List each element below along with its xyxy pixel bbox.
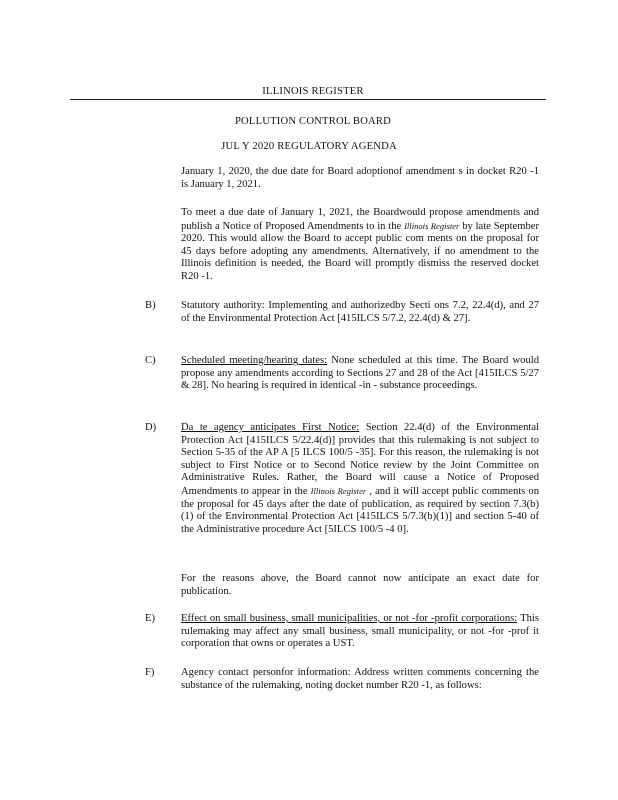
item-e-text: This rulemaking may affect any small business, small municipality, or not -for -prof it corporation that owns or operates a UST. [181, 613, 539, 650]
agenda-title: JUL Y 2020 REGULATORY AGENDA [221, 141, 397, 152]
item-f-agency-contact: Agency contact personfor information: Address written comments concerning the substance of the rulemaking, noting docket number R20 -1, as follows: [181, 667, 539, 691]
item-d-heading: Da te agency anticipates First Notice: [181, 422, 360, 433]
paragraph-proposal-text-2: by late September 2020. This would allow the Board to accept public com ments on the proposal for 45 days before adopting any amendments. Alternatively, if no amendment to the Illinois definition is needed, the Board will promptly dismiss the reserved docket R20 -1. [181, 220, 540, 282]
item-d-first-notice [181, 422, 539, 536]
item-d-label: D) [145, 422, 157, 433]
item-f-label: F) [145, 667, 155, 678]
item-c-schedule [181, 355, 539, 393]
illinois-register-italic: Illinois Register [404, 220, 460, 231]
item-b-statutory-authority: Statutory authority: Implementing and authorizedby Secti ons 7.2, 22.4(d), and 27 of the Environmental Protection Act [415ILCS 5/7.2, 22.4(d) & 27]. [181, 300, 539, 324]
item-e-small-business [181, 613, 539, 651]
paragraph-proposal [181, 207, 539, 284]
item-d-text-1: Section 22.4(d) of the Environmental Protection Act [415ILCS 5/22.4(d)] provides that this rulemaking is not subject to Section 5-35 of the AP A [5 ILCS 100/5 -35]. For this reason, the rulemaking is not subject to First Notice or to Second Notice review by the Joint Committee on Administrative Rules. Rather, the Board will cause a Notice of Proposed Amendments to appear in the [181, 422, 539, 497]
register-title: ILLINOIS REGISTER [262, 86, 364, 97]
item-d-text-2: , and it will accept public comments on the proposal for 45 days after the date of publication, as required by section 7.3(b)(1) of the Environmental Protection Act [415ILCS 5/7.3(b)(1)] and section 5-40 of the Administrative procedure Act [5ILCS 100/5 -4 0]. [181, 485, 539, 535]
item-d-reasons: For the reasons above, the Board cannot now anticipate an exact date for publication. [181, 573, 539, 597]
item-c-label: C) [145, 355, 156, 366]
item-b-label: B) [145, 300, 156, 311]
item-c-heading: Scheduled meeting/hearing dates: [181, 355, 328, 366]
item-e-label: E) [145, 613, 155, 624]
board-title: POLLUTION CONTROL BOARD [234, 116, 392, 127]
illinois-register-italic-2: Illinois Register [310, 485, 367, 496]
paragraph-due-date: January 1, 2020, the due date for Board adoptionof amendment s in docket R20 -1 is January 1, 2021. [181, 166, 539, 190]
item-c-text: None scheduled at this time. The Board would propose any amendments according to Sections 27 and 28 of the Act [415ILCS 5/27 & 28]. No hearing is required in identical -in - substance proceedings. [181, 355, 539, 392]
paragraph-proposal-text-1: To meet a due date of January 1, 2021, the Boardwould propose amendments and publish a Notice of Proposed Amendments to in the [181, 207, 539, 232]
header-rule [70, 99, 546, 100]
item-e-heading: Effect on small business, small municipalities, or not -for -profit corporations: [181, 613, 518, 624]
